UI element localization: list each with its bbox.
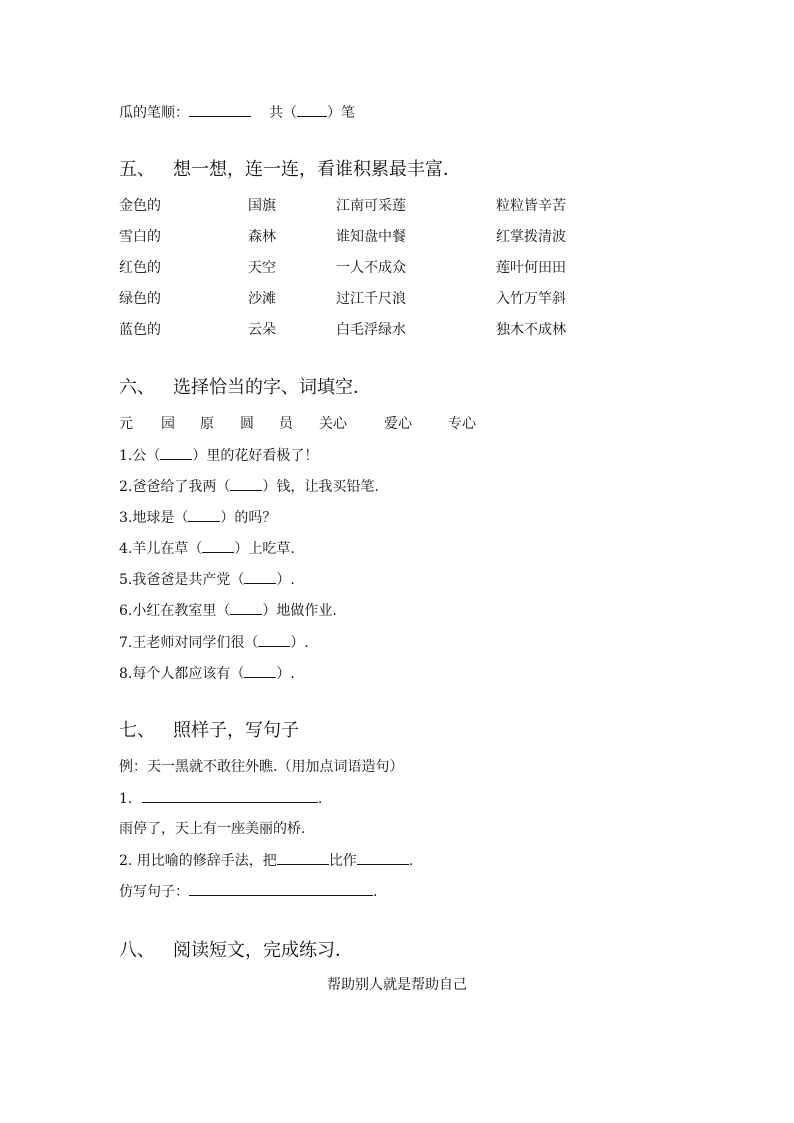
stroke-count-blank[interactable] <box>297 103 327 117</box>
stroke-order-blank[interactable] <box>189 103 251 117</box>
section7-number: 七、 <box>119 720 155 741</box>
fill-item-2-blank[interactable] <box>230 477 262 491</box>
section6-title: 选择恰当的字、词填空． <box>173 377 371 398</box>
fill-item-5-post: ）. <box>276 572 295 588</box>
fill-item-8-pre: 8.每个人都应该有（ <box>119 666 245 682</box>
match-object-3[interactable]: 天空 <box>248 260 276 276</box>
imitate-sentence <box>119 882 377 901</box>
match-poem-second-2[interactable]: 红掌拨清波 <box>496 229 566 245</box>
section8-title: 阅读短文，完成练习． <box>173 940 353 961</box>
sentence-item-2-end: . <box>408 853 414 869</box>
passage-title: 帮助别人就是帮助自己 <box>327 977 467 993</box>
fill-item-4-blank[interactable] <box>202 539 234 553</box>
fill-item-3-post: ）的吗？ <box>220 510 277 526</box>
match-color-2[interactable]: 雪白的 <box>119 229 161 245</box>
sentence-item-1-blank[interactable] <box>142 789 318 803</box>
imitate-label: 仿写句子： <box>119 884 189 900</box>
fill-item-1-post: ）里的花好看极了！ <box>192 448 319 464</box>
match-object-4[interactable]: 沙滩 <box>248 291 276 307</box>
sentence-item-2-mid: 比作 <box>328 853 357 869</box>
match-object-5[interactable]: 云朵 <box>248 322 276 338</box>
match-poem-first-1[interactable]: 江南可采莲 <box>336 198 406 214</box>
fill-item-1-blank[interactable] <box>160 446 192 460</box>
option-yuan5: 员 <box>279 416 293 432</box>
fill-item-3-pre: 3.地球是（ <box>119 510 189 526</box>
match-poem-first-5[interactable]: 白毛浮绿水 <box>336 322 406 338</box>
fill-item-8 <box>119 664 295 683</box>
option-zhuanxin: 专心 <box>448 416 476 432</box>
fill-item-8-blank[interactable] <box>244 664 276 678</box>
match-poem-first-3[interactable]: 一人不成众 <box>336 260 406 276</box>
fill-item-6-blank[interactable] <box>230 601 262 615</box>
gua-stroke-order-line <box>119 103 355 122</box>
fill-item-2-post: ）钱，让我买铅笔. <box>262 479 379 495</box>
gua-stroke-label: 瓜的笔顺： <box>119 105 189 121</box>
option-aixin: 爱心 <box>384 416 412 432</box>
fill-item-5 <box>119 570 295 589</box>
option-guanxin: 关心 <box>319 416 347 432</box>
section5-number: 五、 <box>119 159 155 180</box>
fill-item-5-blank[interactable] <box>244 570 276 584</box>
match-color-3[interactable]: 红色的 <box>119 260 161 276</box>
rain-sentence: 雨停了，天上有一座美丽的桥. <box>119 821 306 837</box>
match-poem-first-2[interactable]: 谁知盘中餐 <box>336 229 406 245</box>
fill-item-4 <box>119 539 295 558</box>
fill-item-6-post: ）地做作业. <box>262 603 337 619</box>
fill-item-1 <box>119 446 318 465</box>
fill-item-2 <box>119 477 379 496</box>
section7-heading <box>119 719 299 743</box>
sentence-item-1 <box>119 789 322 808</box>
fill-item-4-post: ）上吃草. <box>234 541 295 557</box>
imitate-blank[interactable] <box>189 882 373 896</box>
fill-item-1-pre: 1.公（ <box>119 448 161 464</box>
fill-item-7-pre: 7.王老师对同学们很（ <box>119 635 259 651</box>
option-yuan1: 元 <box>119 416 133 432</box>
match-poem-second-3[interactable]: 莲叶何田田 <box>496 260 566 276</box>
fill-item-4-pre: 4.羊儿在草（ <box>119 541 203 557</box>
section6-heading <box>119 376 371 400</box>
section6-number: 六、 <box>119 377 155 398</box>
match-color-5[interactable]: 蓝色的 <box>119 322 161 338</box>
match-color-1[interactable]: 金色的 <box>119 198 161 214</box>
match-color-4[interactable]: 绿色的 <box>119 291 161 307</box>
fill-item-7 <box>119 633 309 652</box>
match-poem-second-4[interactable]: 入竹万竿斜 <box>496 291 566 307</box>
stroke-count-prefix: 共（ <box>269 105 297 121</box>
fill-item-7-blank[interactable] <box>258 633 290 647</box>
sentence-item-1-num: 1． <box>119 791 142 807</box>
option-yuan3: 原 <box>200 416 214 432</box>
match-poem-second-5[interactable]: 独木不成林 <box>496 322 566 338</box>
section5-heading <box>119 158 461 182</box>
imitate-end: . <box>373 884 378 900</box>
fill-item-5-pre: 5.我爸爸是共产党（ <box>119 572 245 588</box>
sentence-item-2 <box>119 851 413 870</box>
sentence-item-1-end: . <box>317 791 323 807</box>
section8-number: 八、 <box>119 940 155 961</box>
fill-item-2-pre: 2.爸爸给了我两（ <box>119 479 231 495</box>
example-sentence: 例：天一黑就不敢往外瞧.（用加点词语造句） <box>119 759 404 775</box>
sentence-item-2-pre: 2. 用比喻的修辞手法，把 <box>119 853 277 869</box>
match-object-1[interactable]: 国旗 <box>248 198 276 214</box>
section7-title: 照样子，写句子 <box>173 720 299 741</box>
fill-item-7-post: ）. <box>290 635 309 651</box>
match-poem-second-1[interactable]: 粒粒皆辛苦 <box>496 198 566 214</box>
fill-item-3 <box>119 508 276 527</box>
fill-item-6 <box>119 601 337 620</box>
stroke-count-suffix: ）笔 <box>327 105 355 121</box>
match-object-2[interactable]: 森林 <box>248 229 276 245</box>
fill-item-8-post: ）. <box>276 666 295 682</box>
metaphor-vehicle-blank[interactable] <box>357 851 409 865</box>
fill-item-3-blank[interactable] <box>188 508 220 522</box>
section8-heading <box>119 939 353 963</box>
section5-title: 想一想，连一连，看谁积累最丰富． <box>173 159 461 180</box>
metaphor-subject-blank[interactable] <box>277 851 329 865</box>
match-poem-first-4[interactable]: 过江千尺浪 <box>336 291 406 307</box>
fill-item-6-pre: 6.小红在教室里（ <box>119 603 231 619</box>
option-yuan2: 园 <box>161 416 175 432</box>
option-yuan4: 圆 <box>240 416 254 432</box>
